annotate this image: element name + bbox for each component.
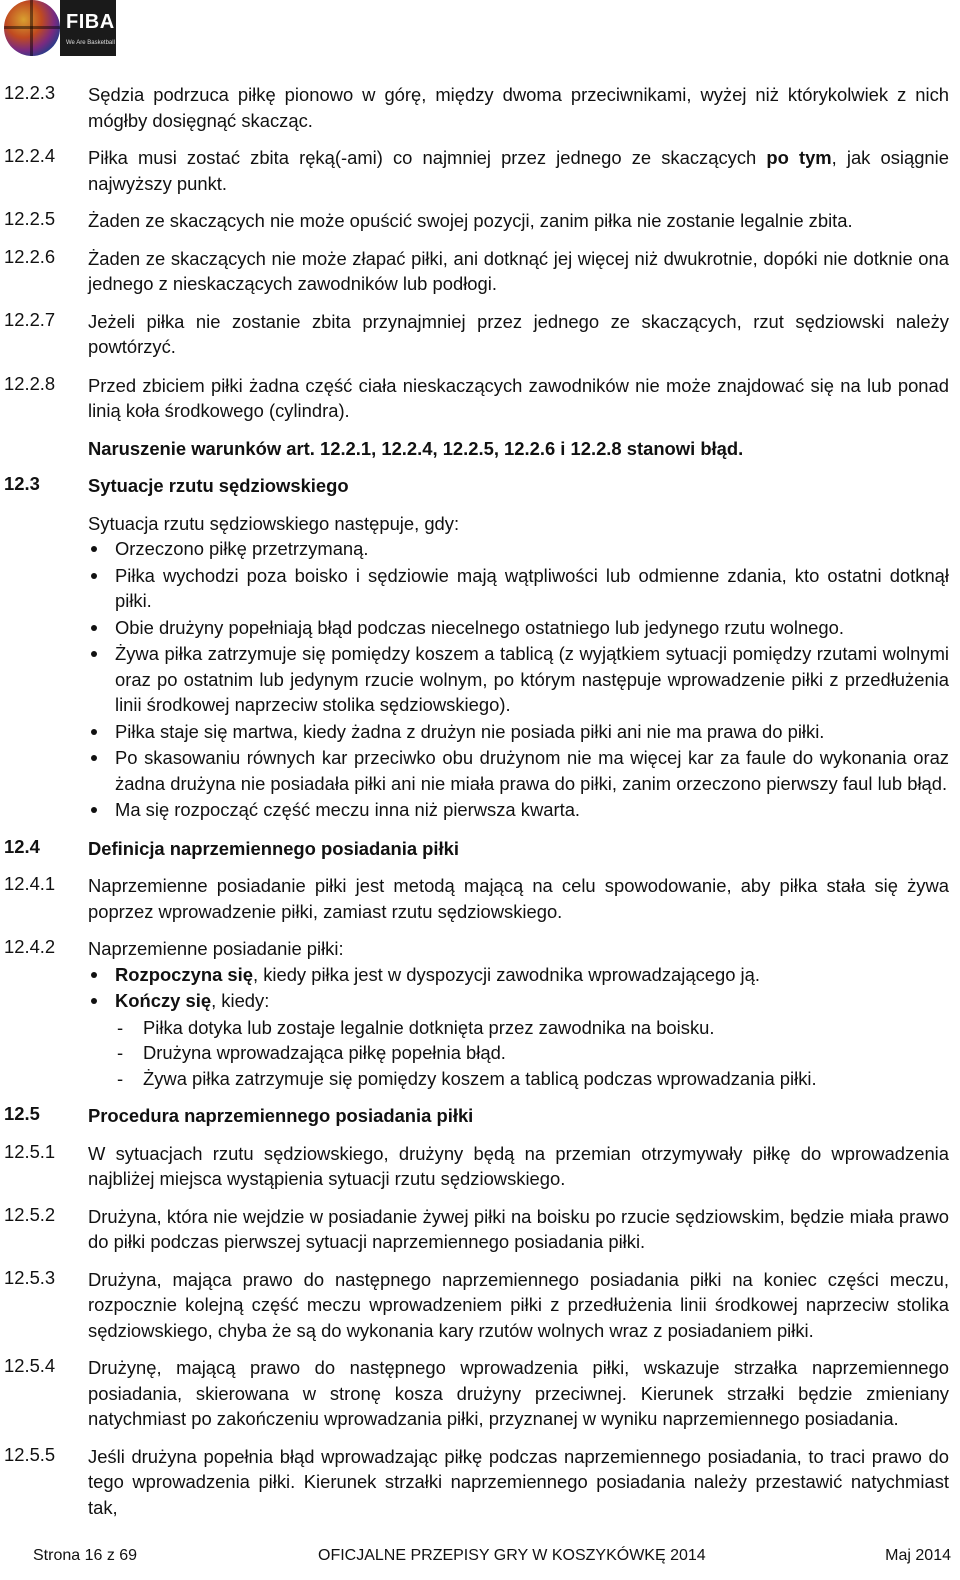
logo-wordmark bbox=[60, 0, 116, 56]
dash-item: - Drużyna wprowadzająca piłkę popełnia błąd. bbox=[115, 1040, 949, 1066]
section-title: Definicja naprzemiennego posiadania piłki bbox=[88, 837, 459, 859]
list-item: Piłka wychodzi poza boisko i sędziowie mają wątpliwości lub odmienne zdania, kto ostatni dotknął piłki. bbox=[88, 563, 949, 614]
article-text: Jeżeli piłka nie zostanie zbita przynajmniej przez jednego ze skaczących, rzut sędziowski należy powtórzyć. bbox=[88, 310, 949, 357]
article-number: 12.2.6 bbox=[4, 245, 56, 267]
text-part: , kiedy piłka jest w dyspozycji zawodnika wprowadzającego ją. bbox=[252, 963, 760, 985]
document-title: OFICJALNE PRZEPISY GRY W KOSZYKÓWKĘ 2014 bbox=[318, 1547, 706, 1564]
article-number: 12.2.4 bbox=[4, 145, 56, 166]
article-12-5-5 bbox=[0, 1444, 960, 1521]
fiba-logo bbox=[4, 0, 116, 56]
article-12-5-1 bbox=[0, 1141, 960, 1192]
article-12-5-3 bbox=[0, 1267, 960, 1344]
section-number: 12.4 bbox=[4, 835, 40, 857]
logo-text: FIBA bbox=[66, 10, 115, 33]
article-number: 12.2.3 bbox=[4, 82, 56, 103]
article-number: 12.4.2 bbox=[4, 936, 56, 957]
section-12-3-heading bbox=[0, 473, 960, 499]
article-12-5-2 bbox=[0, 1204, 960, 1255]
section-number: 12.3 bbox=[4, 473, 40, 494]
list-item: Piłka staje się martwa, kiedy żadna z drużyn nie posiada piłki ani nie ma prawa do piłki. bbox=[88, 719, 949, 745]
section-12-4-heading bbox=[0, 836, 960, 862]
document-date: Maj 2014 bbox=[885, 1547, 951, 1564]
article-text bbox=[88, 145, 949, 196]
article-number: 12.2.8 bbox=[4, 372, 56, 394]
list-item: Żywa piłka zatrzymuje się pomiędzy koszem a tablicą (z wyjątkiem sytuacji pomiędzy rzutami wolnymi oraz po ostatnim lub jedynym rzucie wolnym, po którym następuje wprowadzenie piłki z przedłużenia linii środkowej naprzeciw stolika sędziowskiego). bbox=[88, 641, 949, 718]
section-title: Procedura naprzemiennego posiadania piłki bbox=[88, 1105, 474, 1126]
article-12-2-4 bbox=[0, 145, 960, 196]
jump-ball-situations-list bbox=[88, 536, 949, 823]
section-12-5-heading bbox=[0, 1103, 960, 1129]
article-text: Żaden ze skaczących nie może złapać piłki, ani dotknąć jej więcej niż dwukrotnie, dopóki nie dotknie ona jednego z nieskaczących zawodników lub podłogi. bbox=[88, 247, 949, 294]
section-number: 12.5 bbox=[4, 1103, 40, 1124]
article-text: Drużyna, mająca prawo do następnego naprzemiennego posiadania piłki na koniec części meczu, rozpocznie kolejną część meczu wprowadzeniem piłki z przedłużenia linii środkowej naprzeciw stolika sędziowskiego, chyba że są do wykonania kary rzutów wolnych wraz z posiadaniem piłki. bbox=[88, 1268, 949, 1341]
list-item: Ma się rozpocząć część meczu inna niż pierwsza kwarta. bbox=[88, 797, 949, 823]
article-text: Drużynę, mającą prawo do następnego wprowadzenia piłki, wskazuje strzałka naprzemiennego posiadania, skierowana w stronę kosza drużyny przeciwnej. Kierunek strzałki będzie zmieniany natychmiast po zakończeniu wprowadzania piłki, przyznanej w wyniku naprzemiennego posiadania. bbox=[88, 1357, 949, 1429]
article-text: Naprzemienne posiadanie piłki jest metodą mającą na celu spowodowanie, aby piłka stała się żywa poprzez wprowadzenie piłki, zamiast rzutu sędziowskiego. bbox=[88, 875, 949, 922]
alternating-possession-list bbox=[88, 962, 949, 1014]
article-number: 12.5.2 bbox=[4, 1203, 56, 1225]
list-item: Orzeczono piłkę przetrzymaną. bbox=[88, 536, 949, 562]
article-12-4-1 bbox=[0, 873, 960, 924]
article-12-5-4 bbox=[0, 1355, 960, 1432]
list-item bbox=[88, 988, 949, 1014]
bold-phrase: po tym bbox=[766, 147, 832, 168]
intro-text: Sytuacja rzutu sędziowskiego następuje, gdy: bbox=[88, 512, 460, 534]
bold-phrase: Rozpoczyna się bbox=[115, 963, 253, 985]
list-item: Obie drużyny popełniają błąd podczas niecelnego ostatniego lub jedynego rzutu wolnego. bbox=[88, 615, 949, 641]
text-part: Piłka musi zostać zbita ręką(-ami) co najmniej przez jednego ze skaczących bbox=[88, 147, 767, 168]
document-body bbox=[0, 82, 960, 1520]
article-number: 12.2.7 bbox=[4, 308, 56, 330]
article-number: 12.5.3 bbox=[4, 1266, 56, 1288]
article-number: 12.5.1 bbox=[4, 1140, 56, 1162]
article-text: Sędzia podrzuca piłkę pionowo w górę, między dwoma przeciwnikami, wyżej niż którykolwiek z nich mógłby dosięgnąć skacząc. bbox=[88, 84, 949, 131]
article-text: Przed zbiciem piłki żadna część ciała nieskaczących zawodników nie może znajdować się na lub ponad linią koła środkowego (cylindra). bbox=[88, 374, 949, 421]
violation-text: Naruszenie warunków art. 12.2.1, 12.2.4, 12.2.5, 12.2.6 i 12.2.8 stanowi błąd. bbox=[88, 437, 744, 459]
article-text: W sytuacjach rzutu sędziowskiego, drużyny będą na przemian otrzymywały piłkę do wprowadzenia najbliżej miejsca wystąpienia sytuacji rzutu sędziowskiego. bbox=[88, 1142, 949, 1189]
section-12-3-intro bbox=[0, 511, 960, 537]
article-12-4-2 bbox=[0, 936, 960, 962]
article-number: 12.5.5 bbox=[4, 1443, 56, 1465]
basketball-globe-icon bbox=[4, 0, 60, 56]
article-number: 12.2.5 bbox=[4, 208, 56, 229]
section-title: Sytuacje rzutu sędziowskiego bbox=[88, 475, 349, 496]
article-12-2-8 bbox=[0, 373, 960, 424]
article-text: Jeśli drużyna popełnia błąd wprowadzając piłkę podczas naprzemiennego posiadania, to traci prawo do tego wprowadzenia piłki. Kierunek strzałki naprzemiennego posiadania należy przestawić natychmiast tak, bbox=[88, 1445, 949, 1518]
bold-phrase: Kończy się bbox=[115, 990, 212, 1011]
list-item bbox=[88, 962, 949, 988]
dash-item: - Żywa piłka zatrzymuje się pomiędzy koszem a tablicą podczas wprowadzania piłki. bbox=[115, 1066, 949, 1092]
article-12-2-5 bbox=[0, 208, 960, 234]
logo-tagline: We Are Basketball bbox=[66, 39, 115, 46]
violation-note bbox=[0, 436, 960, 462]
article-number: 12.4.1 bbox=[4, 873, 56, 894]
article-number: 12.5.4 bbox=[4, 1355, 56, 1376]
article-text: Żaden ze skaczących nie może opuścić swojej pozycji, zanim piłka nie zostanie legalnie zbita. bbox=[88, 210, 853, 231]
article-text: Drużyna, która nie wejdzie w posiadanie żywej piłki na boisku po rzucie sędziowskim, będzie miała prawo do piłki podczas pierwszej sytuacji naprzemiennego posiadania piłki. bbox=[88, 1205, 949, 1252]
text-part: , kiedy: bbox=[211, 990, 270, 1011]
list-item: Po skasowaniu równych kar przeciwko obu drużynom nie ma więcej kar za faule do wykonania oraz żadna drużyna nie posiadała piłki ani nie miała prawa do piłki, zanim orzeczono pierwszy faul lub błąd. bbox=[88, 745, 949, 796]
article-12-2-7 bbox=[0, 309, 960, 360]
article-text: Naprzemienne posiadanie piłki: bbox=[88, 938, 344, 959]
article-12-2-3 bbox=[0, 82, 960, 133]
page-number: Strona 16 z 69 bbox=[33, 1547, 138, 1564]
text-part: , jak osiągnie najwyższy punkt. bbox=[88, 147, 949, 194]
end-conditions-list bbox=[115, 1015, 949, 1092]
dash-item: - Piłka dotyka lub zostaje legalnie dotknięta przez zawodnika na boisku. bbox=[115, 1015, 949, 1041]
article-12-2-6 bbox=[0, 246, 960, 297]
